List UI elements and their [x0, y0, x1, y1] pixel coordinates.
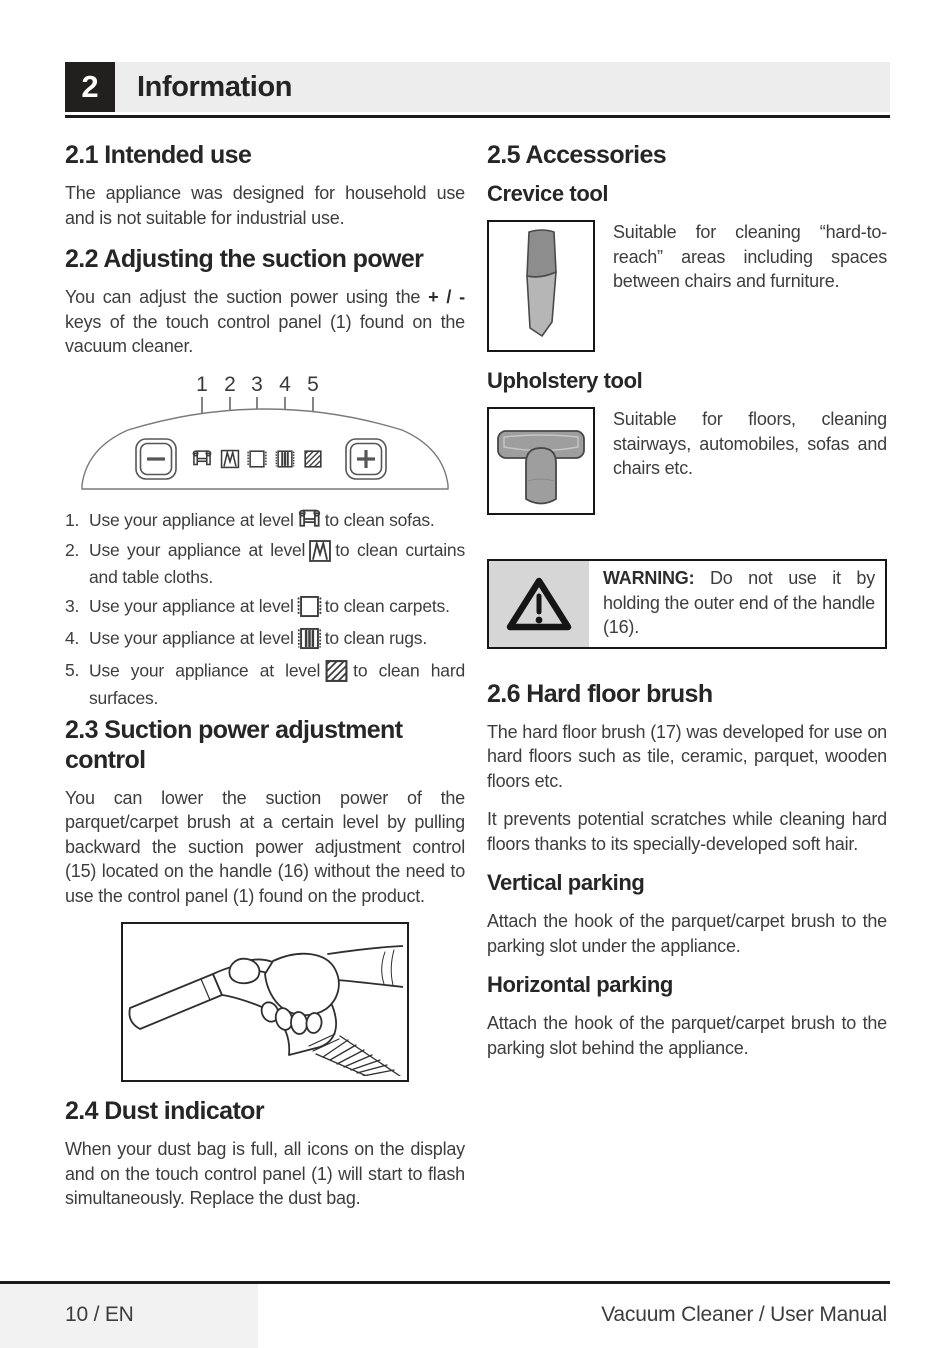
header-rule: [65, 115, 890, 118]
footer-doc-label: Vacuum Cleaner / User Manual: [601, 1303, 887, 1326]
section-heading-2-3: 2.3 Suction power adjustment control: [65, 715, 403, 774]
crevice-tool-body: Suitable for cleaning “hard-to-reach” areas including spaces between chairs and furniture.: [613, 222, 887, 291]
warning-box: [487, 559, 887, 649]
section-heading-2-6: 2.6 Hard floor brush: [487, 679, 713, 708]
section-2-2-body: You can adjust the suction power using the + / - keys of the touch control panel (1) found on the vacuum cleaner.: [65, 287, 465, 356]
chapter-number: 2: [81, 69, 99, 104]
hard-floor-icon: [322, 657, 351, 685]
crevice-tool-figure: [487, 220, 595, 352]
chapter-number-box: [65, 62, 115, 112]
right-column: [487, 140, 887, 1074]
footer-page-label: 10 / EN: [65, 1303, 134, 1326]
sofa-icon: [296, 507, 323, 532]
warning-text: WARNING: Do not use it by holding the outer end of the handle (16).: [603, 568, 875, 637]
panel-callout-1: 1: [196, 372, 208, 396]
plus-minus-keys-label: + / -: [428, 287, 465, 307]
suction-level-list: [65, 508, 465, 710]
panel-callout-3: 3: [251, 372, 263, 396]
list-item: 3. Use your appliance at level to clean carpets.: [65, 594, 465, 621]
section-2-3-body: You can lower the suction power of the parquet/carpet brush at a certain level by pulling backward the suction power adjustment control (15) located on the handle (16) without the need to use the control panel (1) found on the product.: [65, 787, 465, 906]
section-2-1-body: The appliance was designed for household use and is not suitable for industrial use.: [65, 183, 465, 228]
warning-triangle-icon: [506, 574, 572, 634]
vertical-parking-heading: Vertical parking: [487, 870, 645, 895]
warning-label: WARNING:: [603, 568, 695, 588]
panel-callout-5: 5: [307, 372, 319, 396]
list-item: 1. Use your appliance at level to clean sofas.: [65, 508, 465, 534]
panel-callout-2: 2: [224, 372, 236, 396]
section-heading-2-5: 2.5 Accessories: [487, 141, 667, 169]
list-item: 2. Use your appliance at level to clean curtains and table cloths.: [65, 538, 465, 588]
vertical-parking-body: Attach the hook of the parquet/carpet brush to the parking slot under the appliance.: [487, 911, 887, 956]
list-item: 5. Use your appliance at level to clean hard surfaces.: [65, 658, 465, 710]
section-heading-2-1: 2.1 Intended use: [65, 141, 252, 169]
section-2-6-body-2: It prevents potential scratches while cleaning hard floors thanks to its specially-developed soft hair.: [487, 809, 887, 854]
crevice-tool-heading: Crevice tool: [487, 181, 609, 206]
upholstery-tool-body: Suitable for floors, cleaning stairways, automobiles, sofas and chairs etc.: [613, 409, 887, 478]
panel-callout-4: 4: [279, 372, 291, 396]
upholstery-tool-row: [487, 407, 887, 515]
list-item: 4. Use your appliance at level to clean rugs.: [65, 626, 465, 653]
control-panel-figure: [70, 373, 465, 498]
upholstery-tool-figure: [487, 407, 595, 515]
chapter-title: Information: [137, 70, 293, 103]
rug-icon: [296, 625, 323, 652]
horizontal-parking-heading: Horizontal parking: [487, 972, 673, 997]
upholstery-tool-heading: Upholstery tool: [487, 368, 643, 393]
horizontal-parking-body: Attach the hook of the parquet/carpet brush to the parking slot behind the appliance.: [487, 1013, 887, 1058]
chapter-title-band: [115, 62, 890, 112]
chapter-header: [65, 62, 890, 118]
warning-icon-cell: [489, 561, 589, 647]
carpet-icon: [296, 593, 323, 620]
curtain-icon: [307, 538, 333, 564]
section-heading-2-2: 2.2 Adjusting the suction power: [65, 245, 424, 273]
section-heading-2-4: 2.4 Dust indicator: [65, 1097, 264, 1126]
section-2-6-body-1: The hard floor brush (17) was developed for use on hard floors such as tile, ceramic, parquet, wooden floors etc.: [487, 721, 887, 791]
hand-on-handle-figure: [121, 922, 409, 1082]
crevice-tool-row: [487, 220, 887, 352]
left-column: [65, 140, 465, 1225]
section-2-4-body: When your dust bag is full, all icons on the display and on the touch control panel (1) will start to flash simultaneously. Replace the dust bag.: [65, 1139, 465, 1209]
panel-outline: [82, 409, 448, 489]
